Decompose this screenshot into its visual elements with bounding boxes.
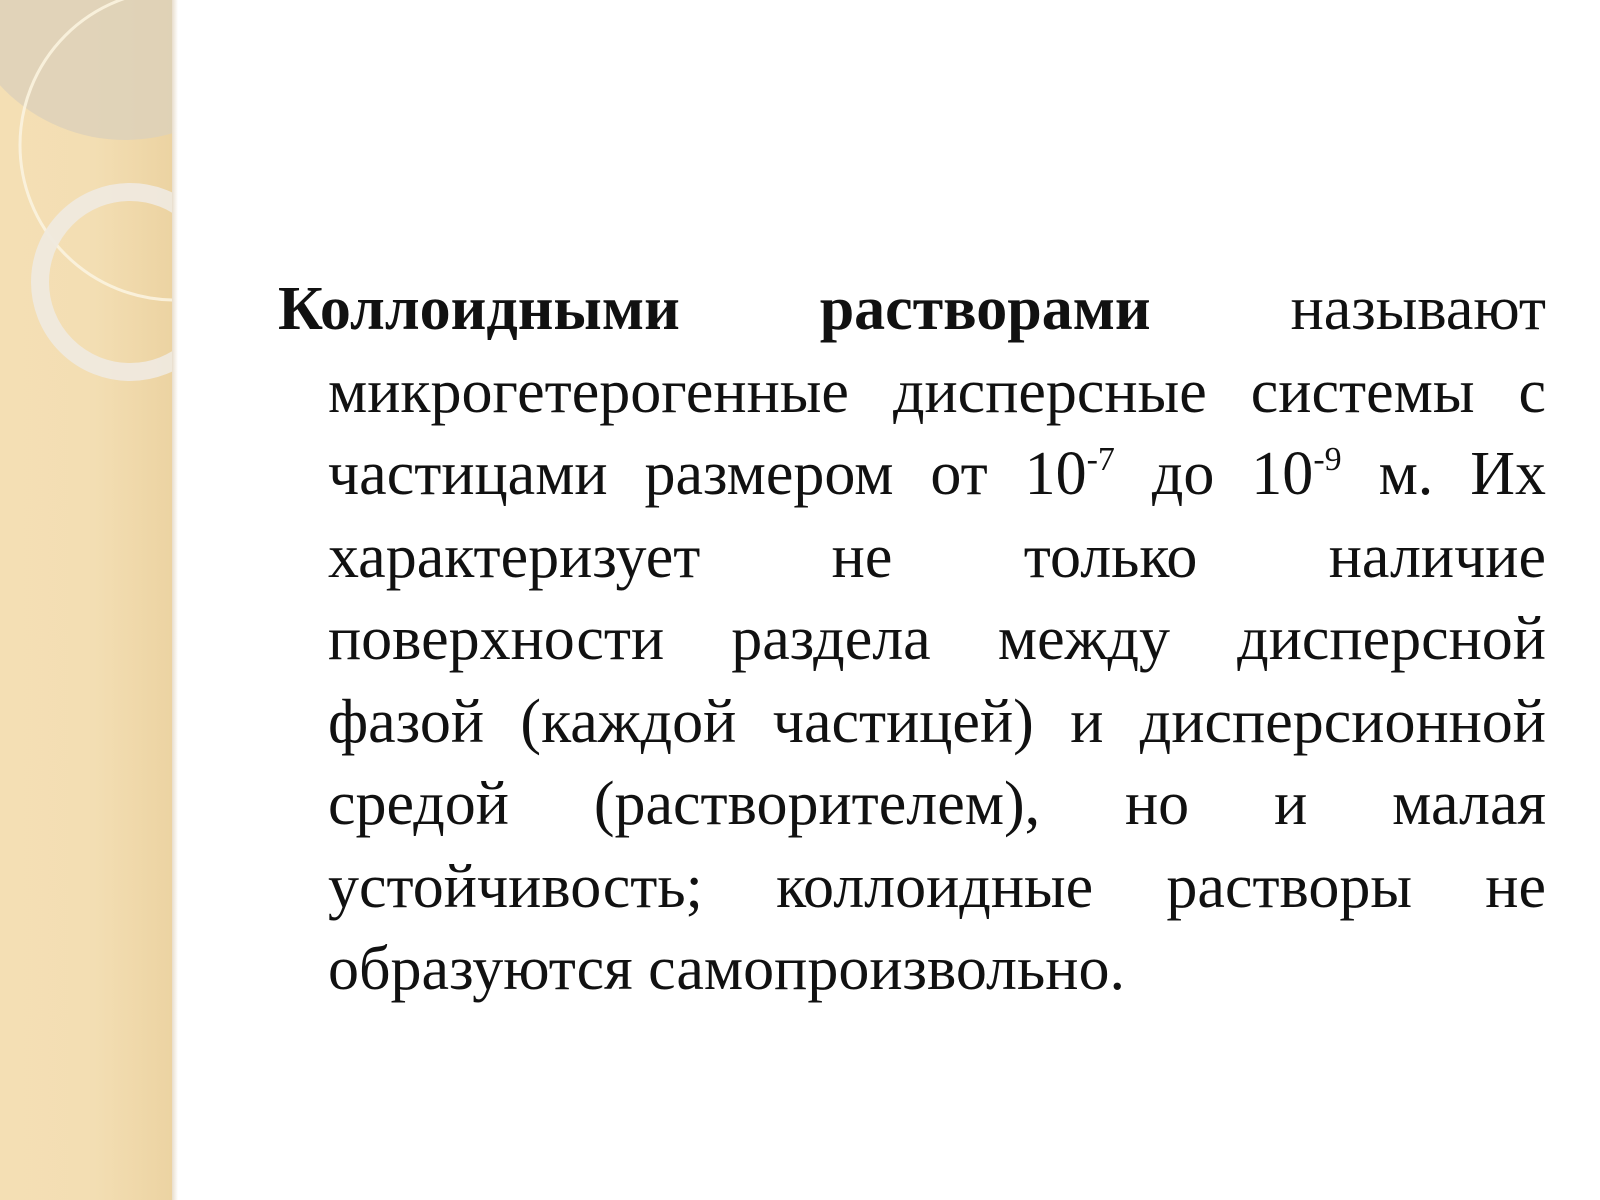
side-band-edge xyxy=(172,0,178,1200)
decorative-large-circle xyxy=(0,0,172,140)
decorative-circles xyxy=(0,0,172,1200)
exponent-2: -9 xyxy=(1313,441,1342,478)
decorative-side-band xyxy=(0,0,172,1200)
exponent-1: -7 xyxy=(1086,441,1115,478)
body-paragraph xyxy=(278,268,1546,1011)
paragraph-text-2: до 10 xyxy=(1114,440,1314,508)
paragraph-text-3: м. Их характеризует не только наличие поверхности раздела между дисперсной фазой (каждой частицей) и дисперсионной средой (растворителем), но и малая устойчивость; коллоидные растворы не образуются самопроизвольно. xyxy=(328,440,1546,1003)
decorative-thick-ring xyxy=(40,192,172,372)
bold-term: Коллоидными растворами xyxy=(278,275,1151,343)
paragraph-text-1: называют микрогетерогенные дисперсные системы с частицами размером от 10 xyxy=(328,275,1546,508)
